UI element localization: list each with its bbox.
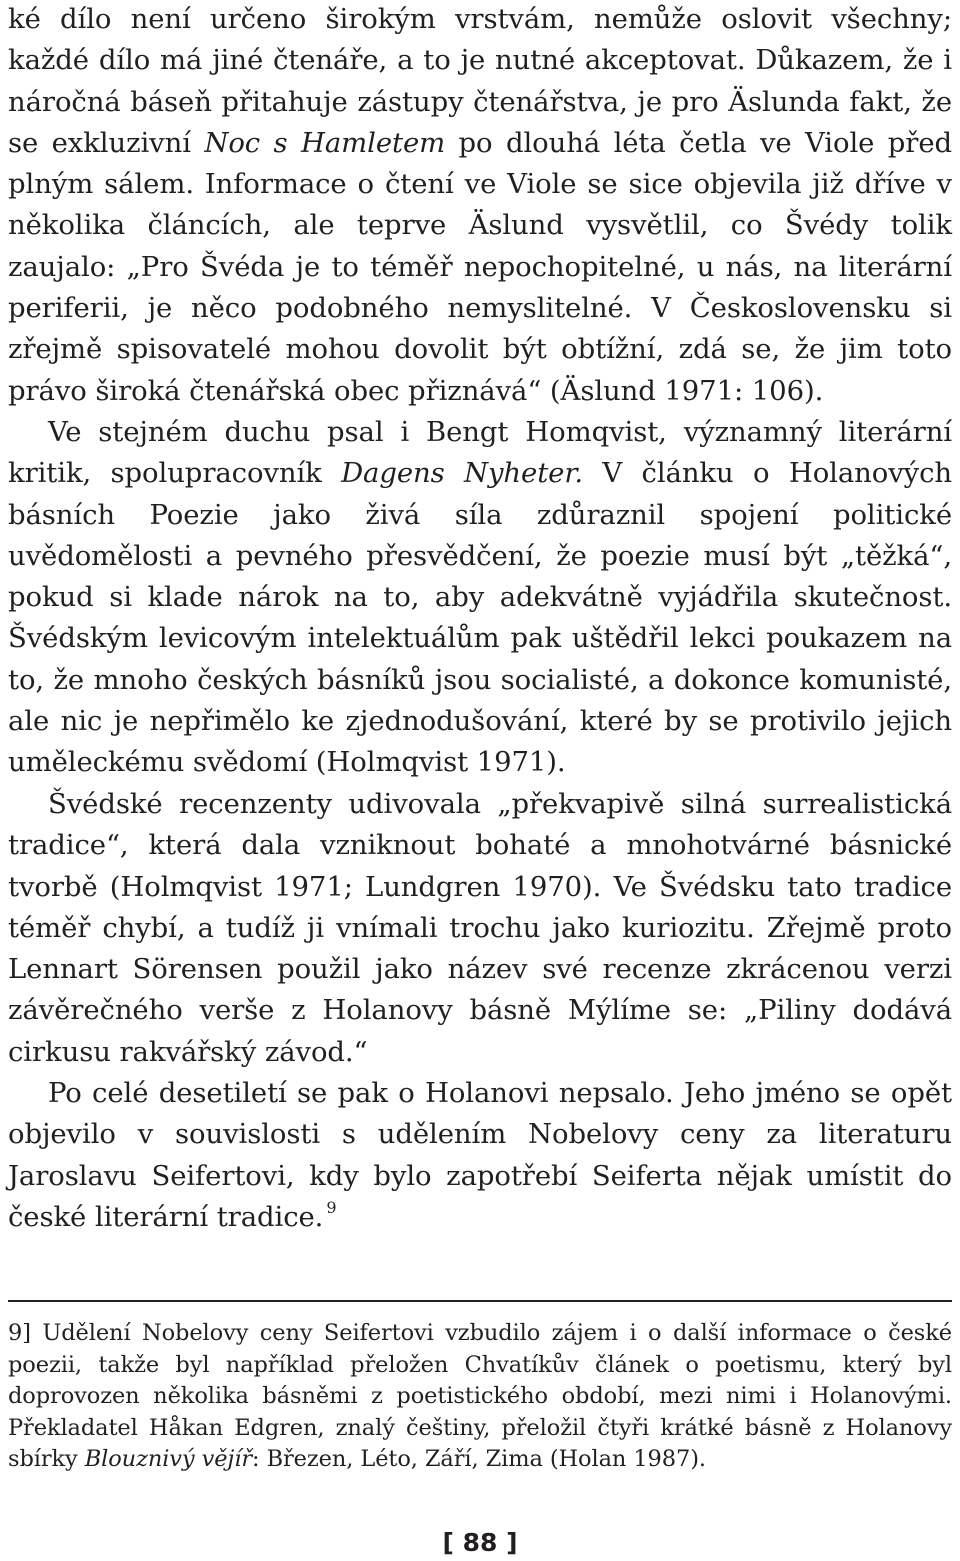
paragraph-2-title: Dagens Nyheter. [341, 457, 584, 490]
paragraph-4-text: Po celé desetiletí se pak o Holanovi nepsalo. Jeho jméno se opět objevilo v souvislosti s udělením Nobelovy ceny za literaturu Jaroslavu Seifertovi, kdy bylo zapotřebí Seiferta nějak umístit do české literární tradice. [8, 1077, 952, 1233]
paragraph-3 [8, 784, 952, 1073]
footnote-text-a: Udělení Nobelovy ceny Seifertovi vzbudilo zájem i o další informace o české poezii, takže byl například přeložen Chvatíkův článek o poetismu, který byl doprovozen několika básněmi z poetistického období, mezi nimi i Holanovými. Překladatel Håkan Edgren, znalý češtiny, přeložil čtyři krátké básně z Holanovy sbírky [8, 1320, 952, 1473]
paragraph-3-text: Švédské recenzenty udivovala „překvapivě silná surrealistická tradice“, která dala vzniknout bohaté a mnohotvárné básnické tvorbě (Holmqvist 1971; Lundgren 1970). Ve Švédsku tato tradice téměř chybí, a tudíž ji vnímali trochu jako kuriozitu. Zřejmě proto Lennart Sörensen použil jako název své recenze zkrácenou verzi závěrečného verše z Holanovy básně Mýlíme se: „Piliny dodává cirkusu rakvářský závod.“ [8, 788, 952, 1068]
paragraph-2 [8, 412, 952, 784]
paragraph-1-text-a: ké dílo není určeno širokým vrstvám, nemůže oslovit všechny; každé dílo má jiné čtenáře, a to je nutné akceptovat. Důkazem, že i náročná báseň přitahuje zástupy čtenářstva, je pro Äslunda fakt, že se exkluzivní [8, 3, 952, 159]
footnote-9 [8, 1318, 952, 1476]
footnote-reference[interactable]: 9 [326, 1197, 337, 1217]
paragraph-2-text-a: Ve stejném duchu psal i Bengt Homqvist, významný literární kritik, spolupracovník [8, 416, 952, 490]
paragraph-2-text-b: V článku o Holanových básních Poezie jako živá síla zdůraznil spojení politické uvědomělosti a pevného přesvědčení, že poezie musí být „těžká“, pokud si klade nárok na to, aby adekvátně vyjádřila skutečnost. Švédským levicovým intelektuálům pak uštědřil lekci poukazem na to, že mnoho českých básníků jsou socialisté, a dokonce komunisté, ale nic je nepřimělo ke zjednodušování, které by se protivilo jejich uměleckému svědomí (Holmqvist 1971). [8, 457, 952, 779]
footnote-divider [8, 1300, 952, 1302]
paragraph-4 [8, 1073, 952, 1238]
footnote-label: 9] [8, 1320, 31, 1346]
footnote-title: Blouznivý vějíř [84, 1446, 253, 1473]
paragraph-1 [8, 0, 952, 412]
footnote-text-b: : Březen, Léto, Září, Zima (Holan 1987). [252, 1446, 706, 1473]
paragraph-1-title: Noc s Hamletem [204, 126, 446, 159]
paragraph-1-text-b: po dlouhá léta četla ve Viole před plným sálem. Informace o čtení ve Viole se sice objevila již dříve v několika článcích, ale teprve Äslund vysvětlil, co Švédy tolik zaujalo: „Pro Švéda je to téměř nepochopitelné, u nás, na literární periferii, je něco podobného nemyslitelné. V Československu si zřejmě spisovatelé mohou dovolit být obtížní, zdá se, že jim toto právo široká čtenářská obec přiznává“ (Äslund 1971: 106). [8, 126, 952, 407]
page-number: [ 88 ] [442, 1528, 518, 1557]
